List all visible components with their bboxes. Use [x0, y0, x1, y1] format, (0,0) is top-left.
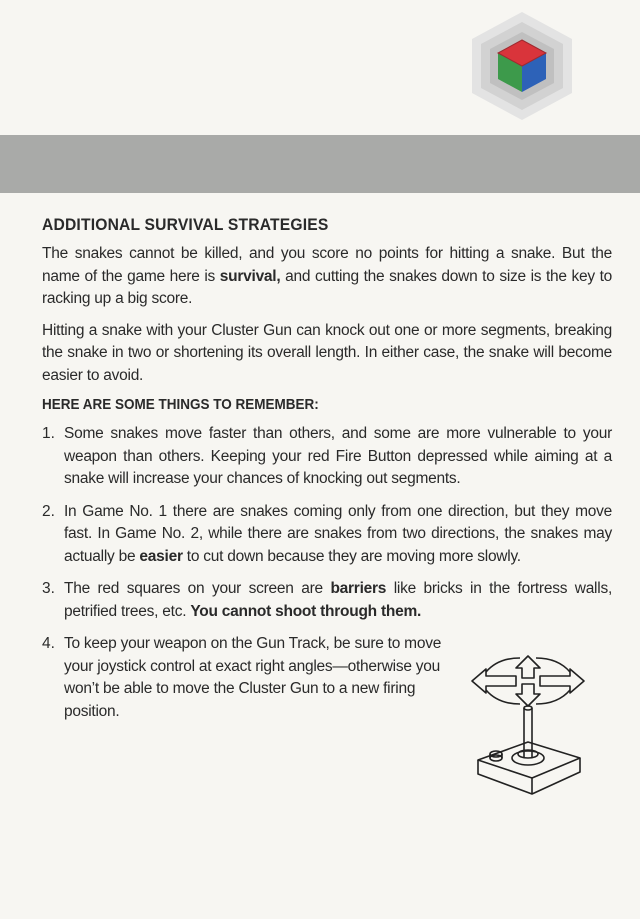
header-band: [0, 135, 640, 193]
list-item: 2. In Game No. 1 there are snakes coming only from one direction, but they move fast. In Game No. 2, while there are snakes from two directions, the snakes may actually be easier to cut down because they are moving more slowly.: [42, 502, 612, 565]
joystick-icon: [458, 650, 598, 800]
list-item: 1. Some snakes move faster than others, and some are more vulnerable to your weapon than others. Keeping your red Fire Button depressed while aiming at a snake will increase your chances of knocking out segments.: [42, 425, 612, 487]
page-heading: ADDITIONAL SURVIVAL STRATEGIES: [42, 215, 329, 234]
cube-logo-icon: [472, 12, 572, 120]
emphasis-easier: easier: [139, 547, 183, 565]
emphasis-survival: survival,: [219, 267, 281, 285]
list-item: 3. The red squares on your screen are barriers like bricks in the fortress walls, petrified trees, etc. You cannot shoot through them.: [42, 580, 613, 620]
emphasis-cannot-shoot: You cannot shoot through them.: [190, 602, 422, 620]
emphasis-barriers: barriers: [330, 580, 387, 597]
list-item: 4. To keep your weapon on the Gun Track, be sure to move your joystick control at exact right angles—otherwise you won’t be able to move the Cluster Gun to a new firing position.: [42, 635, 442, 720]
intro-paragraph-1: The snakes cannot be killed, and you score no points for hitting a snake. But the name of the game here is survival, and cutting the snakes down to size is the key to racking up a big score.: [42, 245, 613, 307]
intro-paragraph-2: Hitting a snake with your Cluster Gun can knock out one or more segments, breaking the snake in two or shortening its overall length. In either case, the snake will become easier to avoid.: [42, 321, 612, 384]
subheading: HERE ARE SOME THINGS TO REMEMBER:: [42, 396, 319, 413]
